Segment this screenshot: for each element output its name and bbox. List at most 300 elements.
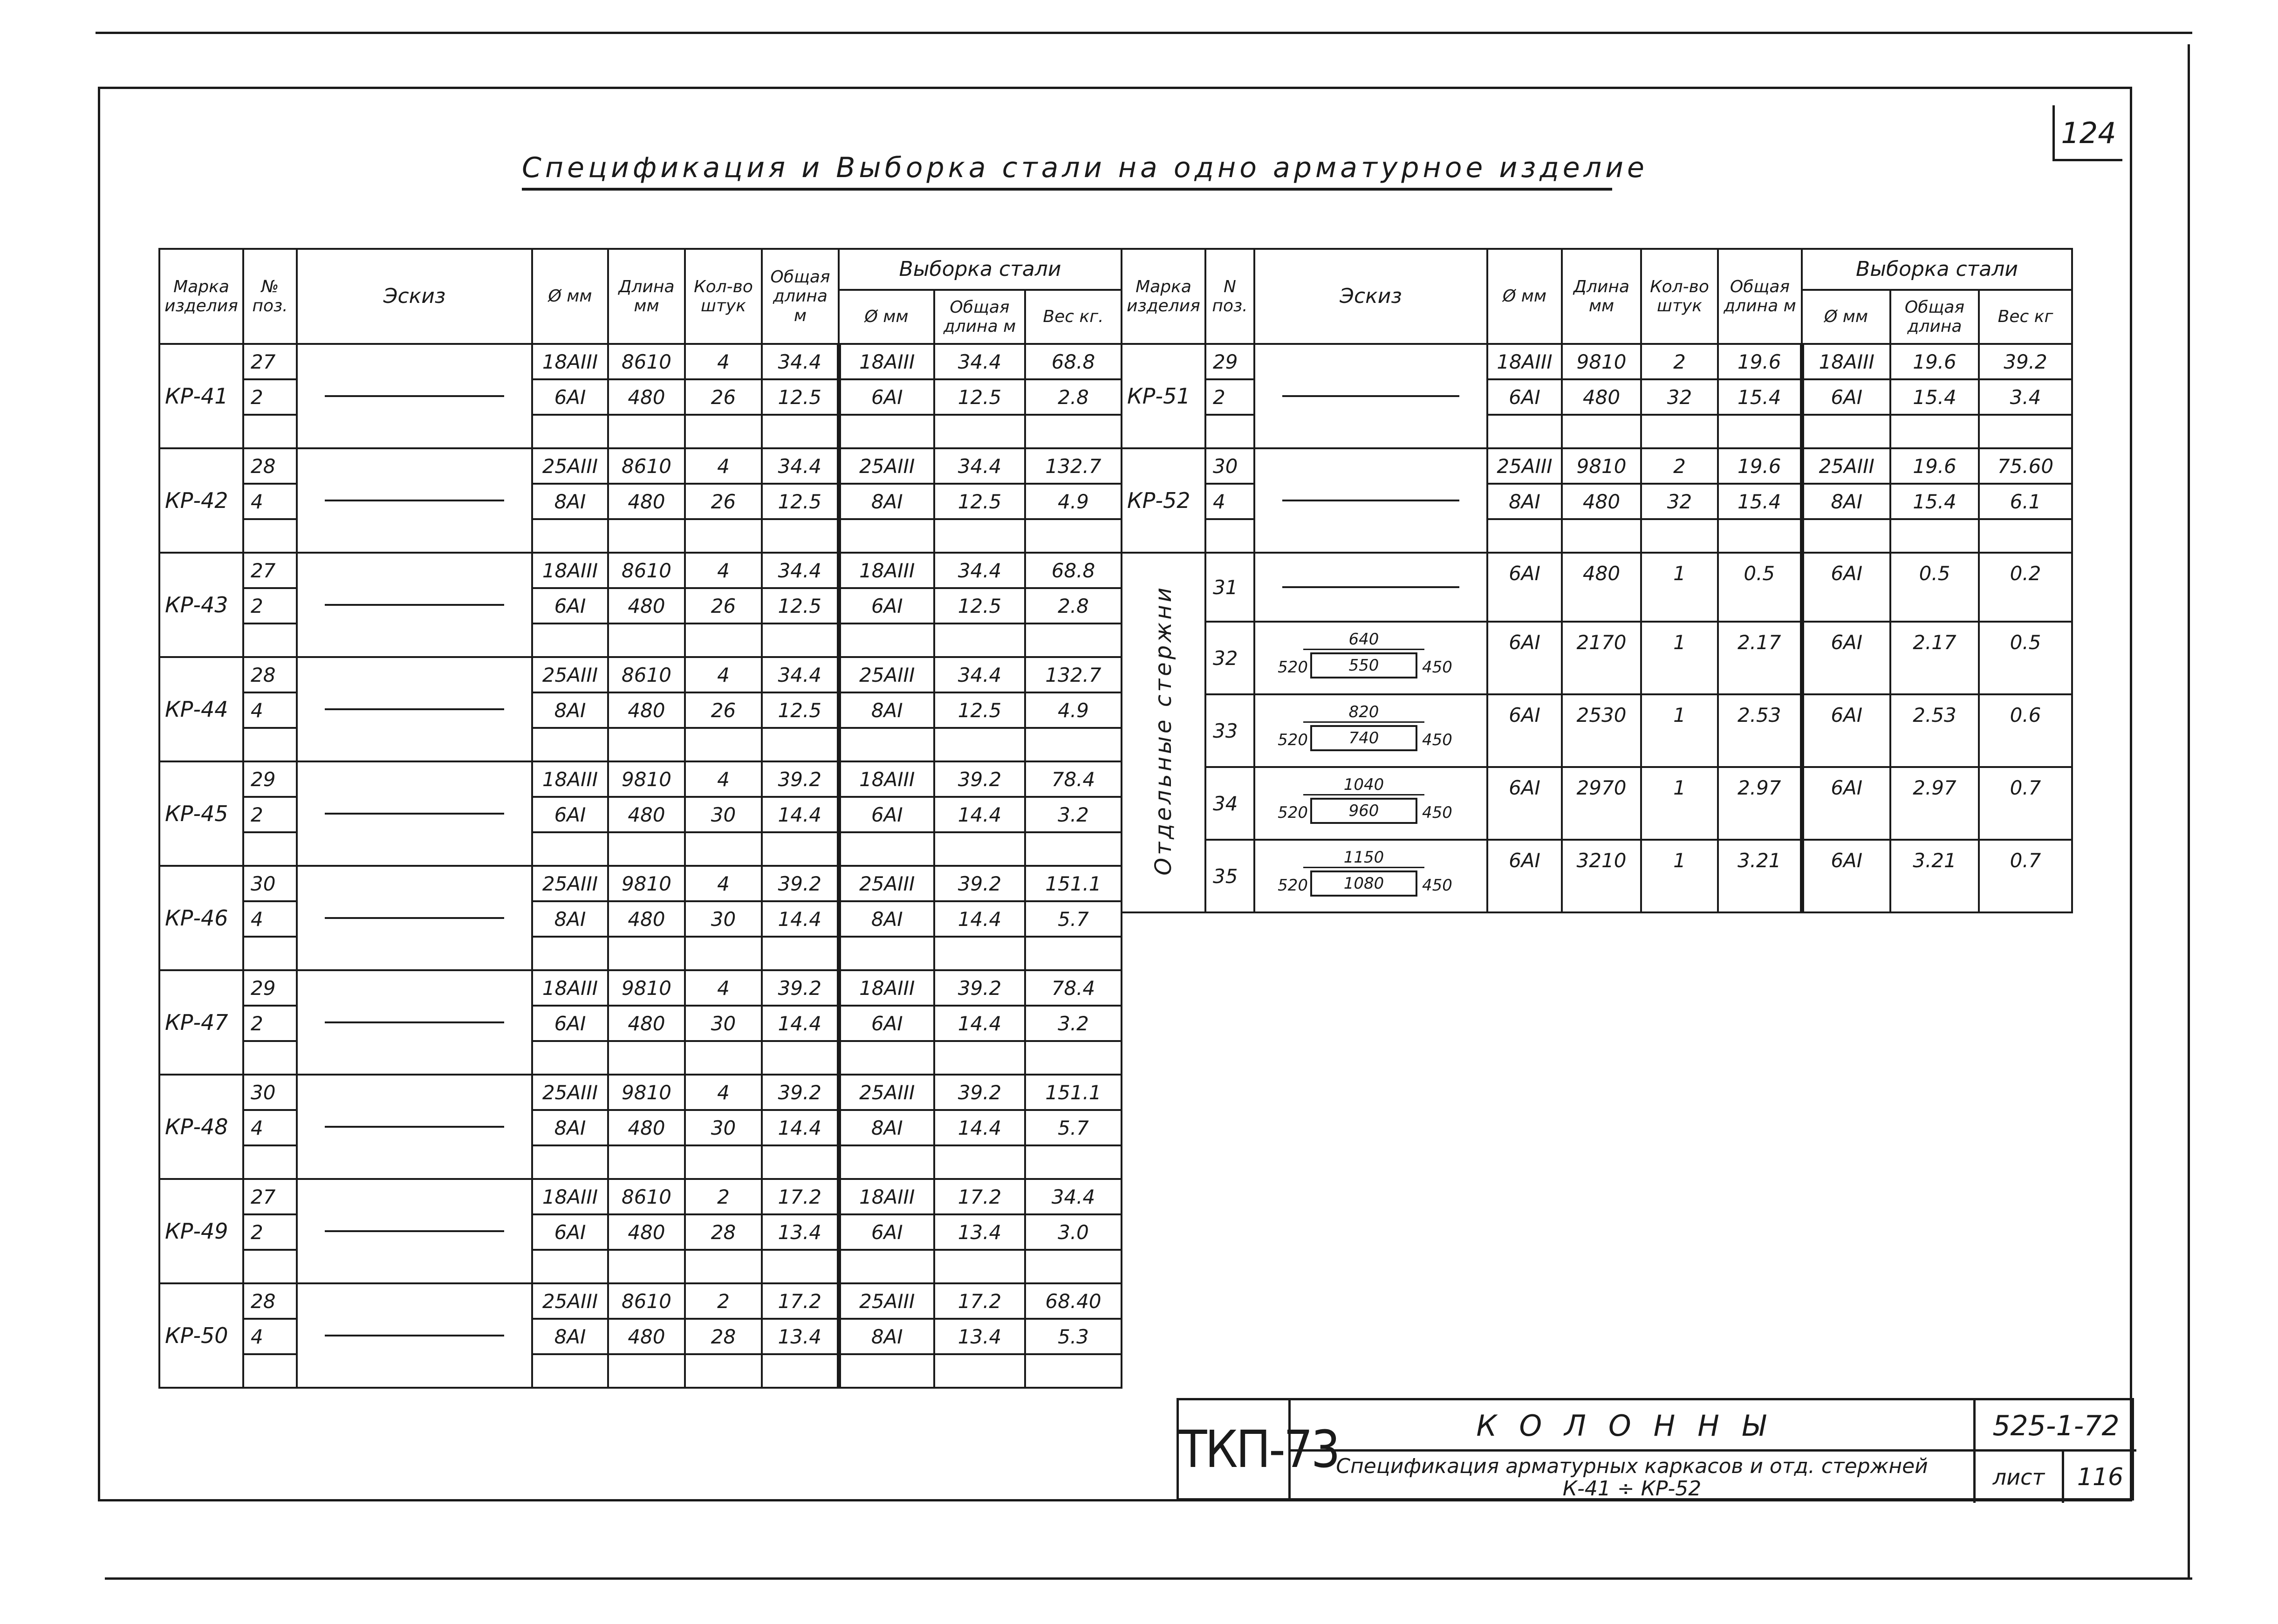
right-spec-table [1121,248,2073,913]
position-number: 2 [243,588,297,624]
bar-diameter: 6AI [532,379,608,415]
selection-total-length: 12.5 [934,379,1025,415]
bar-diameter: 6AI [1487,840,1562,912]
selection-total-length: 39.2 [934,1075,1025,1110]
total-length: 19.6 [1718,344,1802,379]
empty-cell [608,624,685,657]
selection-weight: 0.7 [1979,767,2072,840]
selection-diameter: 25AIII [839,448,934,484]
empty-cell [1025,937,1122,970]
stirrup-left-dimension: 520 [1278,876,1308,895]
bar-diameter: 8AI [532,484,608,519]
bar-quantity: 4 [685,1075,762,1110]
selection-diameter: 18AIII [839,1179,934,1214]
sheet-number: 124 [2052,105,2122,161]
selection-total-length: 34.4 [934,657,1025,692]
empty-cell [1641,415,1718,448]
stamp-code: ТКП-73 [1179,1400,1291,1498]
position-number: 30 [243,866,297,901]
bar-diameter: 18AIII [532,761,608,797]
selection-weight: 3.2 [1025,797,1122,832]
bar-quantity: 30 [685,1110,762,1145]
empty-cell [1025,1145,1122,1179]
empty-cell [934,415,1025,448]
selection-weight: 78.4 [1025,761,1122,797]
sketch-cell [297,1283,532,1388]
empty-cell [532,1354,608,1388]
bar-diameter: 6AI [532,588,608,624]
position-number: 29 [1205,344,1254,379]
stirrup-right-dimension: 450 [1422,731,1452,749]
item-mark: КР-46 [159,866,243,970]
selection-diameter: 6AI [1802,553,1890,622]
selection-weight: 0.5 [1979,622,2072,694]
selection-total-length: 34.4 [934,344,1025,379]
empty-cell [1718,519,1802,553]
selection-total-length: 39.2 [934,970,1025,1006]
selection-weight: 5.7 [1025,1110,1122,1145]
bar-length: 480 [1562,484,1641,519]
right-header-sketch: Эскиз [1254,249,1487,344]
empty-cell [1562,415,1641,448]
right-header-sel-weight: Вес кг [1979,290,2072,344]
selection-diameter: 6AI [839,379,934,415]
straight-bar-sketch [325,1021,504,1023]
selection-weight: 0.6 [1979,694,2072,767]
left-spec-table [158,248,1122,1389]
empty-cell [608,1354,685,1388]
bar-diameter: 18AIII [532,1179,608,1214]
empty-cell [685,1145,762,1179]
empty-cell [1979,519,2072,553]
total-length: 3.21 [1718,840,1802,912]
bar-length: 8610 [608,1179,685,1214]
right-header-pos: N поз. [1205,249,1254,344]
right-header-sel-total: Общая длина [1890,290,1979,344]
selection-weight: 3.0 [1025,1214,1122,1250]
table-row [159,448,1122,484]
bar-diameter: 18AIII [1487,344,1562,379]
selection-diameter: 18AIII [839,970,934,1006]
header-pos: № поз. [243,249,297,344]
bar-quantity: 2 [1641,344,1718,379]
empty-cell [532,728,608,761]
bar-diameter: 18AIII [532,344,608,379]
total-length: 39.2 [762,1075,839,1110]
bar-quantity: 4 [685,866,762,901]
stirrup-left-dimension: 520 [1278,731,1308,749]
selection-weight: 0.2 [1979,553,2072,622]
empty-cell [243,1041,297,1075]
bar-diameter: 6AI [1487,622,1562,694]
empty-cell [762,937,839,970]
bar-diameter: 6AI [1487,379,1562,415]
separate-bars-cell [1122,553,1205,912]
table-row [159,1283,1122,1319]
position-number: 28 [243,1283,297,1319]
selection-weight: 3.4 [1979,379,2072,415]
bar-quantity: 2 [685,1283,762,1319]
straight-bar-sketch [1282,395,1460,397]
selection-total-length: 0.5 [1890,553,1979,622]
bar-diameter: 25AIII [1487,448,1562,484]
right-header-dia: Ø мм [1487,249,1562,344]
position-number: 4 [243,692,297,728]
stirrup-top-dimension: 820 [1303,703,1424,723]
table-row [159,761,1122,797]
bar-length: 480 [608,379,685,415]
total-length: 12.5 [762,484,839,519]
position-number: 2 [243,1214,297,1250]
selection-weight: 151.1 [1025,866,1122,901]
table-row [1122,448,2072,484]
empty-cell [839,832,934,866]
selection-diameter: 8AI [839,1319,934,1354]
bar-length: 480 [608,1319,685,1354]
empty-cell [532,832,608,866]
position-number: 30 [1205,448,1254,484]
total-length: 12.5 [762,692,839,728]
bar-diameter: 8AI [1487,484,1562,519]
selection-diameter: 25AIII [839,657,934,692]
header-dia: Ø мм [532,249,608,344]
total-length: 15.4 [1718,379,1802,415]
bar-quantity: 30 [685,1006,762,1041]
straight-bar-sketch [325,1126,504,1128]
stirrup-sketch [1259,848,1483,904]
sketch-cell [1254,448,1487,553]
bar-length: 8610 [608,553,685,588]
bar-diameter: 25AIII [532,448,608,484]
header-sel-total: Общая длина м [934,290,1025,344]
straight-bar-sketch [325,500,504,501]
selection-total-length: 12.5 [934,692,1025,728]
empty-cell [934,1145,1025,1179]
selection-weight: 5.3 [1025,1319,1122,1354]
selection-total-length: 15.4 [1890,484,1979,519]
sketch-cell [297,657,532,761]
stamp-subject: КОЛОННЫ [1291,1400,1973,1452]
selection-diameter: 18AIII [1802,344,1890,379]
selection-weight: 68.40 [1025,1283,1122,1319]
empty-cell [934,937,1025,970]
bar-quantity: 26 [685,484,762,519]
sketch-cell [297,344,532,448]
sketch-cell [297,866,532,970]
position-number: 29 [243,761,297,797]
selection-total-length: 34.4 [934,448,1025,484]
stirrup-inner-dimension: 960 [1310,798,1417,824]
stirrup-top-dimension: 1150 [1303,848,1424,868]
empty-cell [1890,519,1979,553]
bar-diameter: 25AIII [532,866,608,901]
total-length: 39.2 [762,761,839,797]
stirrup-sketch [1259,703,1483,759]
bar-length: 480 [608,1006,685,1041]
selection-weight: 2.8 [1025,379,1122,415]
empty-cell [608,519,685,553]
straight-bar-sketch [325,1230,504,1232]
selection-weight: 0.7 [1979,840,2072,912]
straight-bar-sketch [325,917,504,919]
bar-diameter: 8AI [532,1319,608,1354]
straight-bar-sketch [325,1335,504,1336]
bar-length: 8610 [608,344,685,379]
total-length: 17.2 [762,1283,839,1319]
selection-total-length: 14.4 [934,797,1025,832]
selection-weight: 151.1 [1025,1075,1122,1110]
stirrup-inner-dimension: 740 [1310,725,1417,751]
bar-length: 480 [608,1214,685,1250]
bar-diameter: 6AI [532,1006,608,1041]
bar-length: 480 [608,797,685,832]
bar-diameter: 18AIII [532,553,608,588]
total-length: 14.4 [762,1110,839,1145]
table-row [1122,840,2072,912]
stamp-description [1291,1452,1973,1503]
total-length: 14.4 [762,797,839,832]
selection-total-length: 2.17 [1890,622,1979,694]
position-number: 2 [243,379,297,415]
selection-diameter: 8AI [839,901,934,937]
selection-total-length: 12.5 [934,588,1025,624]
total-length: 12.5 [762,588,839,624]
selection-total-length: 12.5 [934,484,1025,519]
right-header-total-length: Общая длина м [1718,249,1802,344]
selection-diameter: 18AIII [839,553,934,588]
empty-cell [243,519,297,553]
stamp-sheet-value: 116 [2062,1452,2136,1503]
bar-diameter: 8AI [532,901,608,937]
empty-cell [608,1250,685,1283]
table-row [159,1179,1122,1214]
empty-cell [532,624,608,657]
empty-cell [1890,415,1979,448]
right-header-length: Длина мм [1562,249,1641,344]
item-mark: КР-51 [1122,344,1205,448]
empty-cell [685,1250,762,1283]
empty-cell [532,519,608,553]
stirrup-top-dimension: 1040 [1303,775,1424,795]
total-length: 13.4 [762,1214,839,1250]
sketch-cell [1254,622,1487,694]
selection-diameter: 8AI [839,692,934,728]
empty-cell [839,519,934,553]
selection-diameter: 6AI [839,1214,934,1250]
selection-diameter: 25AIII [839,1075,934,1110]
bar-quantity: 26 [685,692,762,728]
bar-quantity: 2 [1641,448,1718,484]
empty-cell [243,624,297,657]
stamp-description-line1: Спецификация арматурных каркасов и отд. стержней [1336,1454,1928,1478]
empty-cell [762,728,839,761]
bar-quantity: 28 [685,1214,762,1250]
straight-bar-sketch [1282,500,1460,501]
table-row [1122,622,2072,694]
table-row [1122,694,2072,767]
total-length: 39.2 [762,970,839,1006]
empty-cell [839,1145,934,1179]
position-number: 29 [243,970,297,1006]
title-block [1177,1398,2134,1501]
table-row [159,344,1122,379]
header-qty: Кол-во штук [685,249,762,344]
item-mark: КР-48 [159,1075,243,1179]
empty-cell [243,832,297,866]
header-sketch: Эскиз [297,249,532,344]
empty-cell [839,1250,934,1283]
empty-cell [685,519,762,553]
position-number: 2 [243,797,297,832]
empty-cell [1025,624,1122,657]
empty-cell [839,1354,934,1388]
selection-total-length: 2.53 [1890,694,1979,767]
stamp-sheet-label: лист [1973,1452,2062,1503]
empty-cell [839,624,934,657]
empty-cell [608,1145,685,1179]
bar-quantity: 26 [685,588,762,624]
bar-quantity: 4 [685,970,762,1006]
empty-cell [839,728,934,761]
item-mark: КР-50 [159,1283,243,1388]
sketch-cell [1254,344,1487,448]
item-mark: КР-41 [159,344,243,448]
empty-cell [608,415,685,448]
stirrup-sketch [1259,775,1483,831]
total-length: 14.4 [762,1006,839,1041]
item-mark: КР-47 [159,970,243,1075]
empty-cell [762,415,839,448]
sketch-cell [1254,553,1487,622]
position-number: 4 [243,484,297,519]
empty-cell [762,1354,839,1388]
item-mark: КР-49 [159,1179,243,1283]
top-trim-line [96,32,2192,34]
right-trim-line [2188,44,2190,1578]
bar-quantity: 26 [685,379,762,415]
empty-cell [1487,415,1562,448]
empty-cell [1802,415,1890,448]
bottom-trim-line [105,1577,2192,1580]
straight-bar-sketch [325,604,504,606]
right-header-selection: Выборка стали [1802,249,2072,290]
bar-length: 3210 [1562,840,1641,912]
selection-weight: 3.2 [1025,1006,1122,1041]
total-length: 34.4 [762,344,839,379]
selection-diameter: 6AI [839,1006,934,1041]
total-length: 34.4 [762,553,839,588]
empty-cell [243,1145,297,1179]
bar-quantity: 1 [1641,694,1718,767]
total-length: 39.2 [762,866,839,901]
empty-cell [243,728,297,761]
empty-cell [839,937,934,970]
bar-length: 2970 [1562,767,1641,840]
table-row [1122,344,2072,379]
table-row [159,553,1122,588]
position-number: 27 [243,553,297,588]
empty-cell [1562,519,1641,553]
bar-length: 9810 [608,1075,685,1110]
selection-weight: 2.8 [1025,588,1122,624]
total-length: 2.17 [1718,622,1802,694]
position-number: 34 [1205,767,1254,840]
selection-diameter: 6AI [1802,379,1890,415]
selection-weight: 4.9 [1025,484,1122,519]
item-mark: КР-42 [159,448,243,553]
selection-total-length: 14.4 [934,1006,1025,1041]
bar-diameter: 6AI [532,1214,608,1250]
bar-diameter: 6AI [1487,694,1562,767]
bar-quantity: 1 [1641,553,1718,622]
bar-quantity: 32 [1641,379,1718,415]
stirrup-top-dimension: 640 [1303,630,1424,650]
position-number: 2 [243,1006,297,1041]
empty-cell [1025,1354,1122,1388]
empty-cell [243,1250,297,1283]
stirrup-left-dimension: 520 [1278,658,1308,677]
bar-quantity: 4 [685,448,762,484]
selection-weight: 78.4 [1025,970,1122,1006]
bar-diameter: 18AIII [532,970,608,1006]
bar-length: 480 [1562,379,1641,415]
selection-total-length: 34.4 [934,553,1025,588]
stamp-description-line2: К-41 ÷ КР-52 [1562,1477,1702,1501]
bar-diameter: 25AIII [532,657,608,692]
bar-length: 8610 [608,657,685,692]
selection-weight: 5.7 [1025,901,1122,937]
bar-length: 480 [1562,553,1641,622]
sketch-cell [1254,767,1487,840]
bar-quantity: 32 [1641,484,1718,519]
empty-cell [934,1354,1025,1388]
bar-quantity: 28 [685,1319,762,1354]
page-title: Спецификация и Выборка стали на одно арматурное изделие [522,151,1612,191]
selection-total-length: 19.6 [1890,448,1979,484]
sketch-cell [297,553,532,657]
empty-cell [1025,519,1122,553]
bar-length: 9810 [608,761,685,797]
right-header-qty: Кол-во штук [1641,249,1718,344]
total-length: 19.6 [1718,448,1802,484]
bar-length: 8610 [608,1283,685,1319]
total-length: 34.4 [762,448,839,484]
position-number: 27 [243,1179,297,1214]
total-length: 14.4 [762,901,839,937]
selection-diameter: 6AI [839,588,934,624]
bar-diameter: 8AI [532,692,608,728]
selection-weight: 39.2 [1979,344,2072,379]
stirrup-right-dimension: 450 [1422,876,1452,895]
selection-total-length: 15.4 [1890,379,1979,415]
empty-cell [608,728,685,761]
selection-diameter: 25AIII [1802,448,1890,484]
table-row [159,866,1122,901]
selection-diameter: 6AI [1802,840,1890,912]
right-header-mark: Марка изделия [1122,249,1205,344]
bar-diameter: 6AI [532,797,608,832]
sketch-cell [1254,840,1487,912]
selection-weight: 68.8 [1025,344,1122,379]
table-row [1122,767,2072,840]
empty-cell [532,1250,608,1283]
selection-total-length: 2.97 [1890,767,1979,840]
empty-cell [1025,1041,1122,1075]
empty-cell [934,1041,1025,1075]
right-header-sel-dia: Ø мм [1802,290,1890,344]
table-row [159,657,1122,692]
empty-cell [1718,415,1802,448]
